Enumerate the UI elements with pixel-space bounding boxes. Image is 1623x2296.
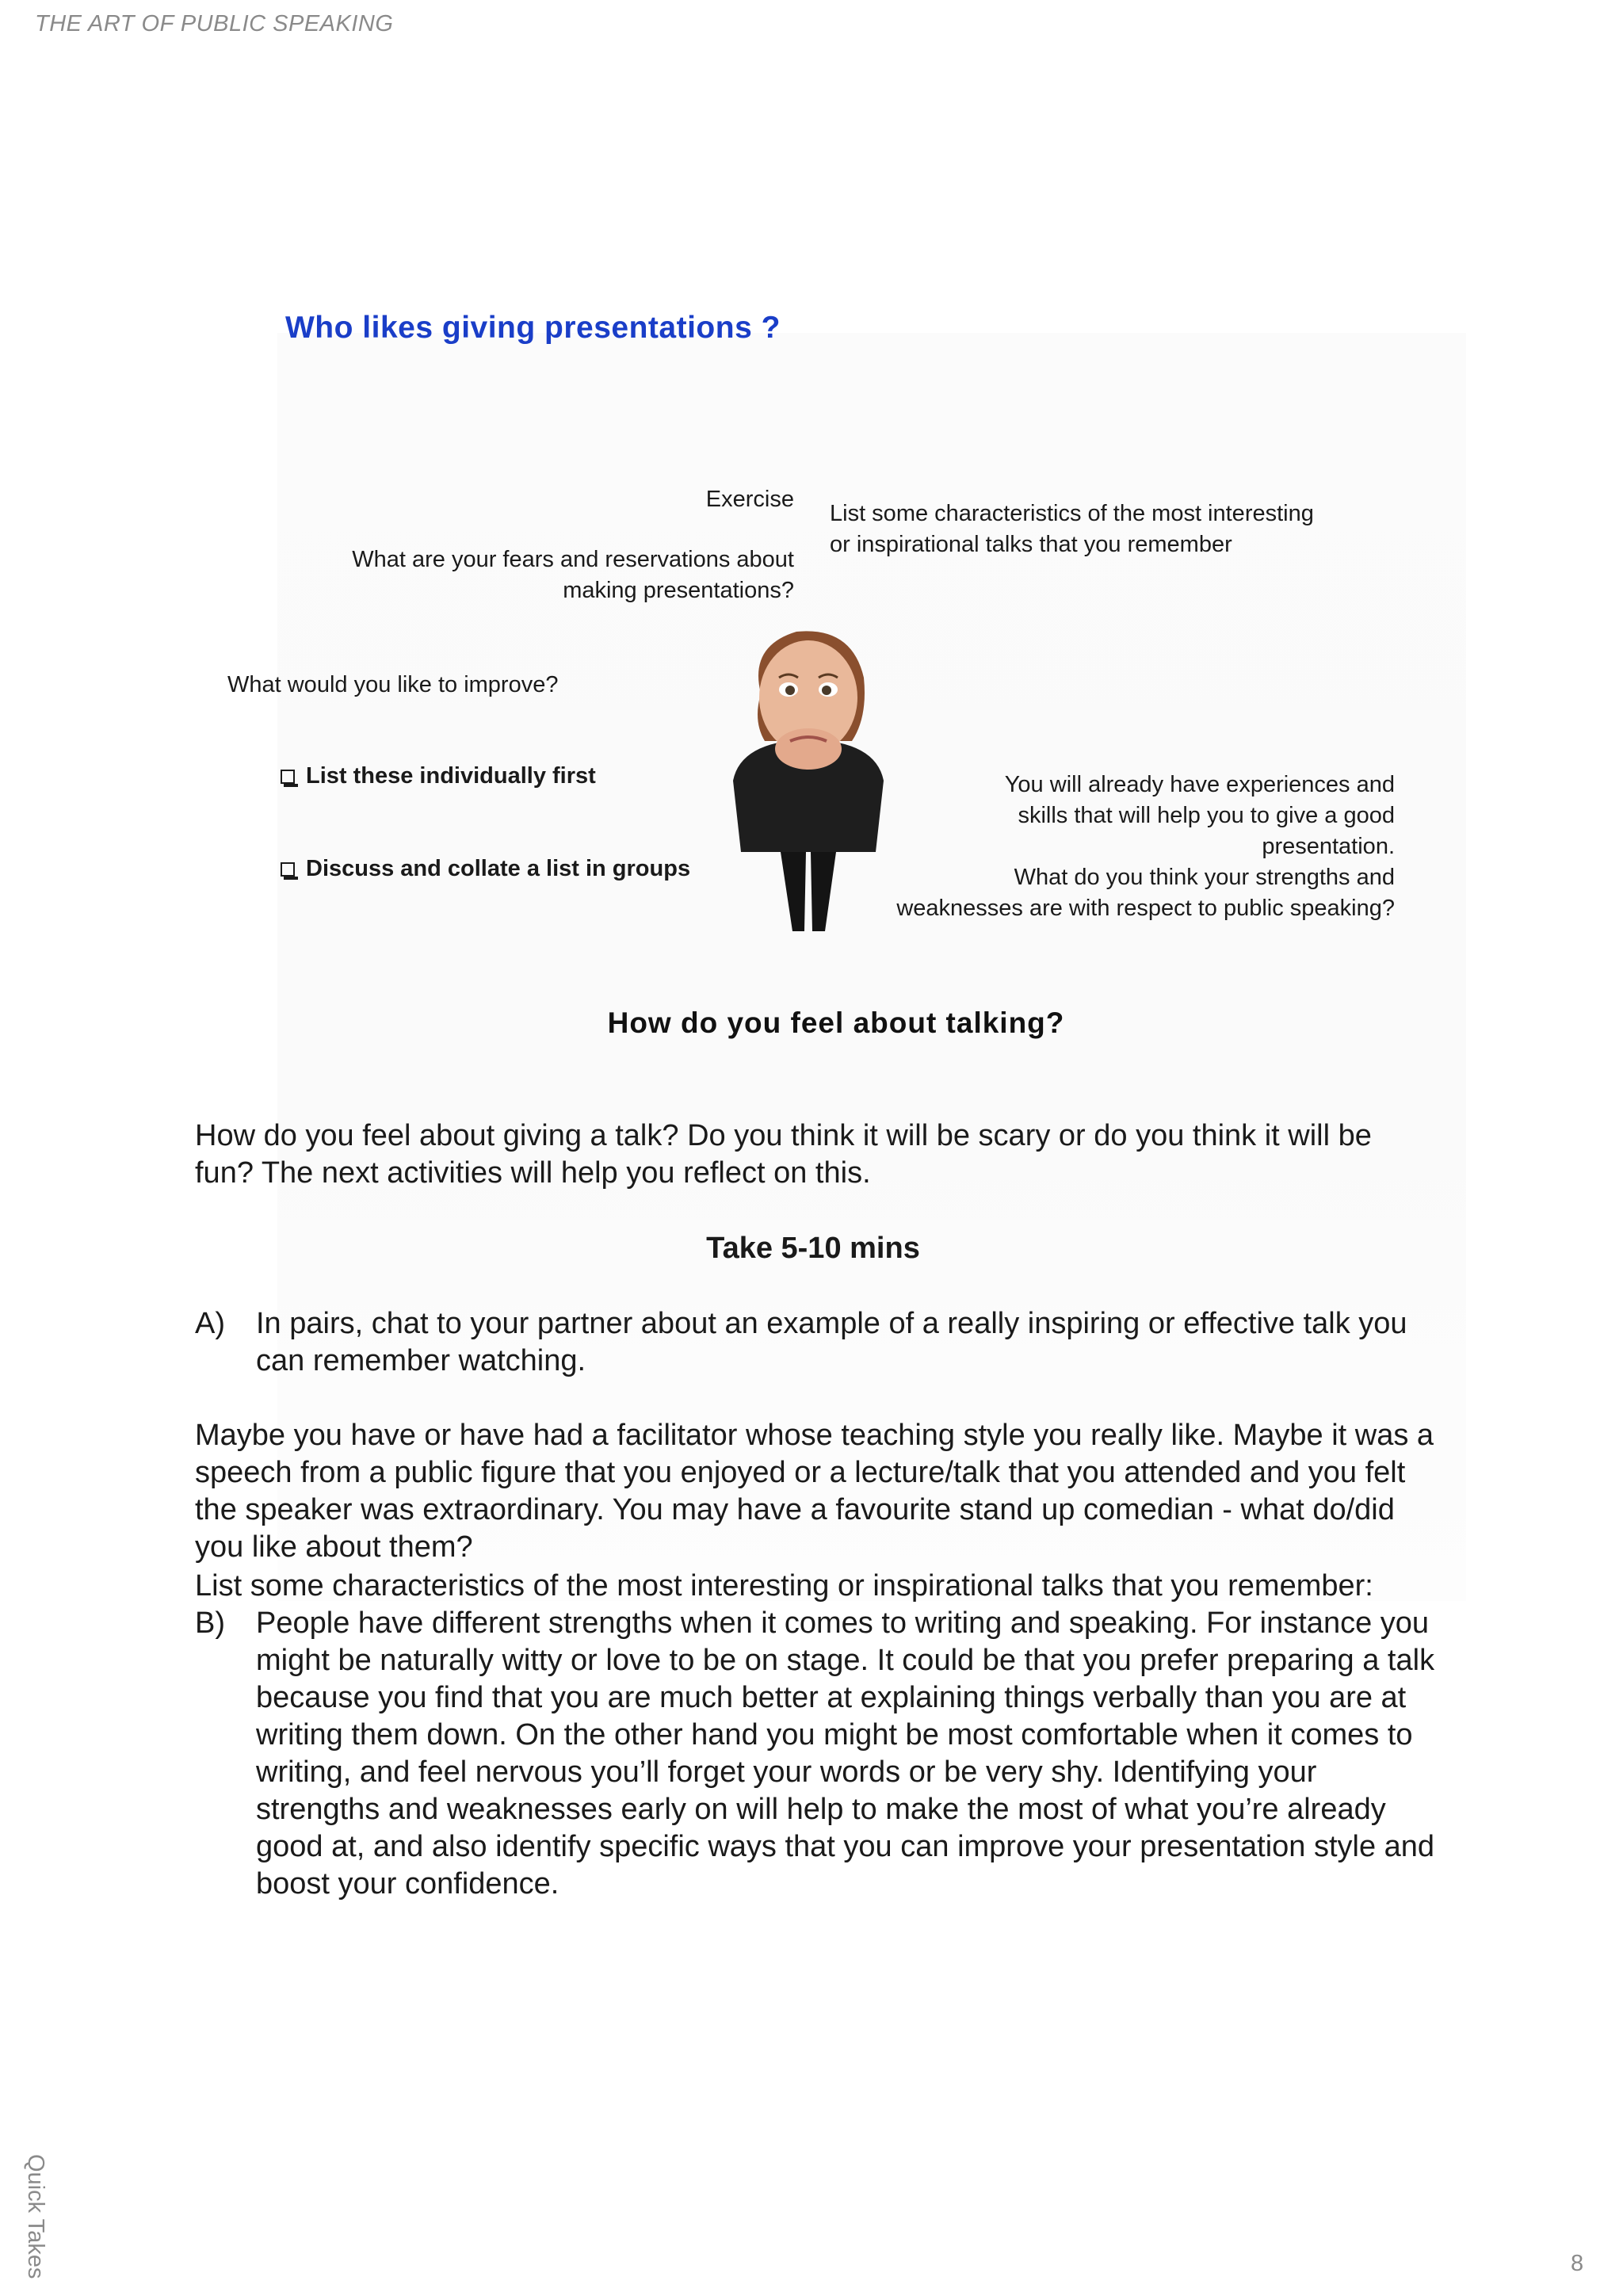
checkbox-bullet	[281, 763, 596, 789]
time-label: Take 5-10 mins	[706, 1232, 920, 1265]
slide-title: Who likes giving presentations ?	[285, 311, 781, 345]
item-letter: A)	[195, 1307, 225, 1340]
strengths-line: weaknesses are with respect to public speaking?	[896, 896, 1395, 921]
improve-question: What would you like to improve?	[227, 672, 559, 697]
activity-item-a	[195, 1305, 1431, 1380]
page-number: 8	[1571, 2251, 1584, 2276]
characteristics-prompt: List some characteristics of the most interesting or inspirational talks that you remember	[830, 501, 1314, 557]
item-letter: B)	[195, 1606, 225, 1640]
bullet-text: List these individually first	[306, 763, 596, 789]
strengths-line: You will already have experiences and	[1004, 772, 1395, 797]
item-text: In pairs, chat to your partner about an example of a really inspiring or effective talk you can remember watching.	[256, 1307, 1407, 1377]
item-text: People have different strengths when it comes to writing and speaking. For instance you might be naturally witty or love to be on stage. It could be that you prefer preparing a talk because you find that you are much better at explaining things verbally than you are at writing them down. On the other hand you might be most comfortable when it comes to writing, and feel nervous you’ll forget your words or be very shy. Identifying your strengths and weaknesses early on will help to make the most of what you’re already good at, and also identify specific ways that you can improve your presentation style and boost your confidence.	[256, 1606, 1435, 1901]
intro-paragraph: How do you feel about giving a talk? Do you think it will be scary or do you think it will be fun? The next activities will help you reflect on this.	[195, 1119, 1372, 1190]
running-header: THE ART OF PUBLIC SPEAKING	[35, 11, 394, 36]
checkbox-icon	[281, 862, 295, 877]
side-label: Quick Takes	[23, 2154, 48, 2279]
bullet-text: Discuss and collate a list in groups	[306, 856, 691, 881]
activity-item-b	[195, 1605, 1447, 1903]
strengths-line: What do you think your strengths and	[1014, 865, 1395, 890]
checkbox-icon	[281, 770, 295, 784]
list-intro: List some characteristics of the most interesting or inspirational talks that you remember:	[195, 1569, 1373, 1603]
fears-question: What are your fears and reservations about making presentations?	[352, 547, 794, 603]
body-paragraph: Maybe you have or have had a facilitator whose teaching style you really like. Maybe it was a speech from a public figure that you enjoyed or a lecture/talk that you attended and you felt the speaker was extraordinary. You may have a favourite stand up comedian - what do/did you like about them?	[195, 1419, 1434, 1564]
nervous-woman-illustration	[717, 622, 899, 939]
checkbox-bullet	[281, 856, 690, 882]
slide-heading: How do you feel about talking?	[607, 1007, 1065, 1039]
strengths-prompt	[880, 770, 1395, 924]
strengths-line: skills that will help you to give a good presentation.	[1018, 803, 1395, 859]
exercise-label: Exercise	[705, 487, 794, 512]
